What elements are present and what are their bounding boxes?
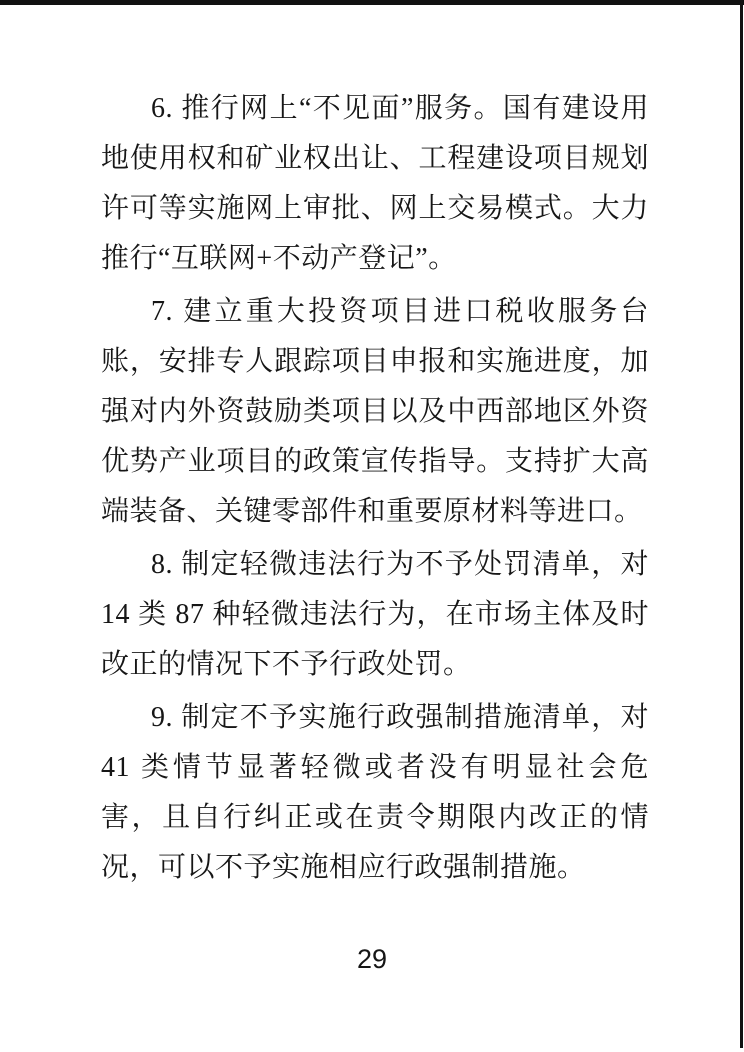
scan-edge-right: [740, 0, 743, 1048]
page-body-text: [101, 84, 649, 896]
paragraph-item-9: 9. 制定不予实施行政强制措施清单，对 41 类情节显著轻微或者没有明显社会危害，且自行纠正或在责令期限内改正的情况，可以不予实施相应行政强制措施。: [101, 702, 649, 883]
paragraph-item-7: 7. 建立重大投资项目进口税收服务台账，安排专人跟踪项目申报和实施进度，加强对内外资鼓励类项目以及中西部地区外资优势产业项目的政策宣传指导。支持扩大高端装备、关键零部件和重要原材料等进口。: [101, 296, 649, 527]
paragraph-item-8: 8. 制定轻微违法行为不予处罚清单，对 14 类 87 种轻微违法行为，在市场主体及时改正的情况下不予行政处罚。: [101, 549, 649, 680]
paragraph-item-6: 6. 推行网上“不见面”服务。国有建设用地使用权和矿业权出让、工程建设项目规划许可等实施网上审批、网上交易模式。大力推行“互联网+不动产登记”。: [101, 93, 649, 274]
page-number: 29: [356, 944, 388, 974]
scan-edge-top: [0, 0, 744, 5]
